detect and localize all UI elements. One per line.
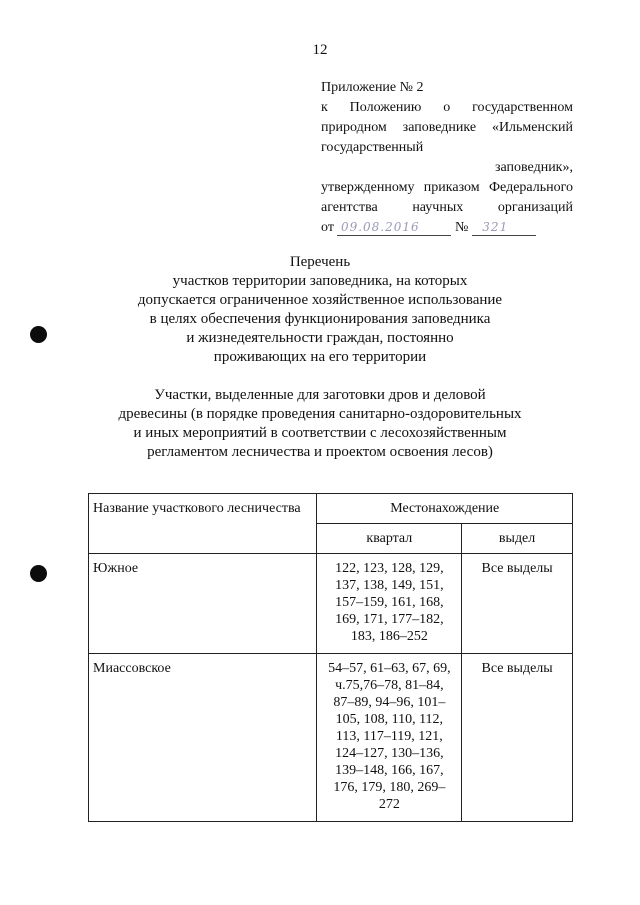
table-header-row: [89, 494, 573, 524]
number-label: №: [454, 220, 469, 235]
vydel-cell: Все выделы: [462, 654, 573, 822]
section-subtitle: [0, 386, 640, 462]
header-vydel: выдел: [462, 524, 573, 554]
kvartal-line: 139–148, 166, 167,: [335, 763, 444, 778]
kvartal-cell: [317, 654, 462, 822]
title-line: в целях обеспечения функционирования заповедника: [149, 311, 491, 327]
kvartal-line: 183, 186–252: [350, 629, 428, 644]
header-forestry-name: Название участкового лесничества: [89, 494, 317, 554]
subtitle-line: и иных мероприятий в соответствии с лесохозяйственным: [133, 425, 507, 441]
kvartal-line: 122, 123, 128, 129,: [335, 561, 444, 576]
punch-hole-mark: [30, 565, 47, 582]
table-row: [89, 554, 573, 654]
kvartal-line: 272: [378, 797, 400, 812]
appendix-header: [321, 78, 573, 238]
forest-plots-table: [88, 493, 573, 822]
title-line: и жизнедеятельности граждан, постоянно: [186, 330, 454, 346]
appendix-line: природном заповеднике «Ильменский: [321, 120, 573, 135]
forestry-name-cell: Миассовское: [89, 654, 317, 822]
vydel-cell: Все выделы: [462, 554, 573, 654]
kvartal-line: 169, 171, 177–182,: [335, 612, 444, 627]
appendix-line: агентства научных организаций: [321, 200, 573, 215]
title-line: участков территории заповедника, на которых: [172, 273, 468, 289]
title-line: допускается ограниченное хозяйственное использование: [137, 292, 503, 308]
table-row: [89, 654, 573, 822]
forestry-name-cell: Южное: [89, 554, 317, 654]
document-title: [0, 253, 640, 367]
handwritten-date: 09.08.2016: [337, 219, 451, 236]
title-line: Перечень: [289, 254, 351, 270]
kvartal-line: ч.75,76–78, 81–84,: [335, 678, 444, 693]
kvartal-line: 87–89, 94–96, 101–: [333, 695, 446, 710]
title-line: проживающих на его территории: [213, 349, 427, 365]
punch-hole-mark: [30, 326, 47, 343]
header-kvartal: квартал: [317, 524, 462, 554]
appendix-line: к Положению о государственном: [321, 100, 573, 115]
subtitle-line: Участки, выделенные для заготовки дров и деловой: [154, 387, 486, 403]
kvartal-line: 124–127, 130–136,: [335, 746, 444, 761]
page-number: 12: [312, 42, 328, 58]
kvartal-line: 113, 117–119, 121,: [335, 729, 443, 744]
kvartal-cell: [317, 554, 462, 654]
kvartal-line: 137, 138, 149, 151,: [335, 578, 444, 593]
appendix-line: заповедник»,: [494, 160, 573, 175]
handwritten-number: 321: [472, 219, 536, 236]
kvartal-line: 176, 179, 180, 269–: [333, 780, 446, 795]
appendix-title: Приложение № 2: [321, 80, 424, 95]
kvartal-line: 54–57, 61–63, 67, 69,: [328, 661, 451, 676]
subtitle-line: регламентом лесничества и проектом освоения лесов): [147, 444, 493, 460]
appendix-line: государственный: [321, 140, 424, 155]
order-reference: [321, 218, 573, 238]
appendix-line: утвержденному приказом Федерального: [321, 180, 573, 195]
subtitle-line: древесины (в порядке проведения санитарно-оздоровительных: [118, 406, 522, 422]
header-location: Местонахождение: [317, 494, 573, 524]
kvartal-line: 157–159, 161, 168,: [335, 595, 444, 610]
kvartal-line: 105, 108, 110, 112,: [335, 712, 444, 727]
from-label: от: [321, 220, 334, 235]
